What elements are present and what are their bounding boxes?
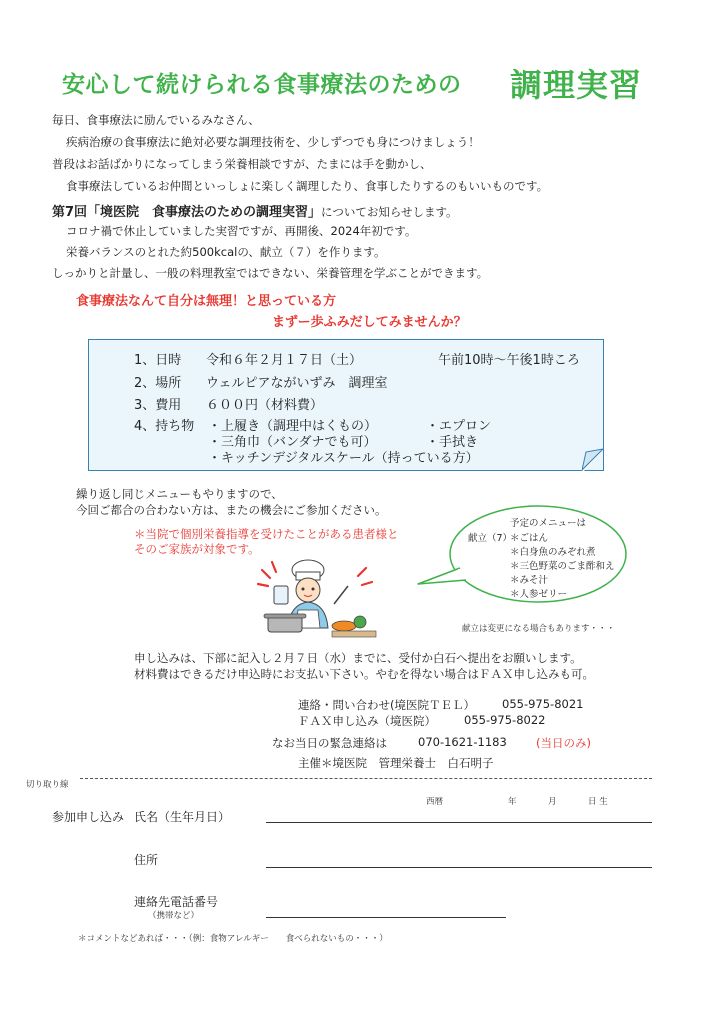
notice-line-1: コロナ禍で休止していました実習ですが、再開後、2024年初です。 (66, 224, 417, 238)
notice-line-2: 栄養バランスのとれた約500kcalの、献立（７）を作ります。 (66, 245, 386, 259)
intro-line-1: 毎日、食事療法に励んでいるみなさん、 (52, 113, 260, 127)
callout-line-2: まずー歩ふみだしてみませんか？ (272, 315, 467, 330)
apply-line-2: 材料費はできるだけ申込時にお支払い下さい。やむを得ない場合はＦＡＸ申し込みも可。 (134, 667, 594, 681)
intro-line-2: 疾病治療の食事療法に絶対必要な調理技術を、少しずつでも身につけましょう！ (66, 135, 480, 149)
cut-line-label: 切り取り線 (26, 780, 69, 790)
notice-heading (52, 201, 458, 220)
menu-item: ＊みそ汁 (510, 575, 549, 586)
cook-illustration (248, 556, 382, 640)
item-towel: ・手拭き (426, 435, 479, 450)
emergency-note: (当日のみ) (536, 736, 591, 750)
time-value: 午前10時〜午後1時ころ (438, 353, 580, 368)
notice-heading-main: 第7回「境医院 食事療法のための調理実習」 (52, 205, 322, 220)
notice-heading-suffix: についてお知らせします。 (321, 205, 458, 219)
birth-day: 日 生 (588, 797, 608, 807)
fee-label: 3、費用 (134, 398, 182, 413)
name-field[interactable] (266, 822, 652, 823)
cut-line (80, 778, 652, 779)
phone-field[interactable] (266, 917, 506, 918)
repeat-line-2: 今回ご都合の合わない方は、またの機会にご参加ください。 (76, 503, 387, 517)
name-label: 氏名（生年月日） (134, 810, 231, 824)
apply-label: 参加申し込み (52, 810, 125, 824)
item-scale: ・キッチンデジタルスケール（持っている方） (208, 451, 479, 466)
menu-note: 献立は変更になる場合もあります・・・ (462, 624, 616, 634)
apply-line-1: 申し込みは、下部に記入し２月７日（水）までに、受付か白石へ提出をお願いします。 (134, 651, 582, 665)
menu-item: ＊人参ゼリー (510, 589, 568, 600)
repeat-line-1: 繰り返し同じメニューもやりますので、 (76, 487, 283, 501)
birth-era: 西暦 (426, 797, 444, 807)
tel-number: 055-975-8021 (502, 697, 584, 711)
menu-title: 予定のメニューは (510, 518, 587, 529)
place-value: ウェルピアながいずみ 調理室 (206, 376, 388, 391)
place-label: 2、場所 (134, 376, 182, 391)
page-curl-icon (582, 448, 604, 472)
target-line-1: ＊当院で個別栄養指導を受けたことがある患者様と (134, 527, 399, 541)
item-slippers: ・上履き（調理中はくもの） (208, 419, 378, 434)
item-headscarf: ・三角巾（バンダナでも可） (208, 435, 377, 450)
address-field[interactable] (266, 867, 652, 868)
fee-value: ６００円（材料費） (206, 398, 324, 413)
address-label: 住所 (134, 853, 159, 867)
callout-line-1: 食事療法なんて自分は無理！と思っている方 (76, 294, 337, 309)
fax-label: ＦＡＸ申し込み（境医院） (298, 714, 436, 728)
emergency-label: なお当日の緊急連絡は (272, 736, 387, 750)
items-label: 4、持ち物 (134, 419, 195, 434)
date-value: 令和６年２月１７日（土） (206, 353, 363, 368)
menu-item: ＊白身魚のみぞれ煮 (510, 547, 596, 558)
comment-prompt: ＊コメントなどあれば・・・（例：食物アレルギー 食べられないもの・・・） (78, 934, 388, 944)
tel-label: 連絡・問い合わせ(境医院ＴＥＬ） (298, 698, 475, 712)
date-label: 1、日時 (134, 353, 182, 368)
menu-item: ＊三色野菜のごま酢和え (510, 561, 615, 572)
intro-line-3: 普段はお話ばかりになってしまう栄養相談ですが、たまには手を動かし、 (52, 157, 432, 171)
item-apron: ・エプロン (426, 419, 492, 434)
menu-label: 献立（7） (468, 533, 513, 544)
page-title-emphasis: 調理実習 (510, 66, 643, 104)
emergency-number: 070-1621-1183 (418, 735, 507, 749)
host-line: 主催＊境医院 管理栄養士 白石明子 (298, 756, 494, 770)
birth-year: 年 (508, 797, 517, 807)
birth-month: 月 (548, 797, 557, 807)
intro-line-4: 食事療法しているお仲間といっしょに楽しく調理したり、食事したりするのもいいものです。 (66, 179, 549, 193)
phone-label: 連絡先電話番号 (134, 895, 219, 909)
menu-item: ＊ごはん (510, 533, 549, 544)
notice-line-3: しっかりと計量し、一般の料理教室ではできない、栄養管理を学ぶことができます。 (52, 266, 489, 280)
fax-number: 055-975-8022 (464, 713, 546, 727)
page-title: 安心して続けられる食事療法のための (62, 72, 462, 98)
phone-sub-label: （携帯など） (148, 911, 200, 921)
target-line-2: そのご家族が対象です。 (134, 542, 260, 556)
